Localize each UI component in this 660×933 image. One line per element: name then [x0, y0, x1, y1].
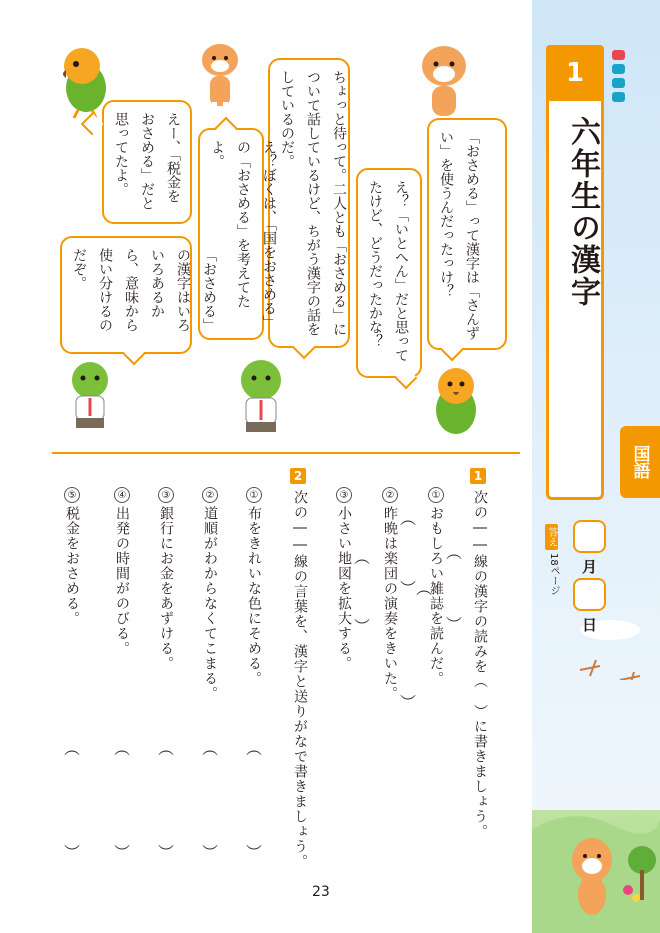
question-item: 昨晩は楽団の演奏をきいた。 — [382, 506, 398, 701]
bubble-text: え？ぼくは、「国をおさめる」の「おさめる」を考えてたよ。 — [209, 140, 277, 329]
bubble-text: 「おさめる」の漢字はいろいろあるから、意味から使い分けるのだぞ。 — [71, 248, 217, 332]
turtle-character-icon — [228, 356, 294, 436]
day-input[interactable] — [573, 578, 606, 611]
answer-paren: ︶︵ — [400, 579, 433, 598]
answer-paren-open: ︵ — [202, 739, 219, 758]
subject-tab: 国語 — [620, 426, 660, 498]
question-number: 2 — [290, 468, 306, 484]
answer-paren-open: ︵ — [64, 739, 81, 758]
speech-bubble — [102, 100, 192, 224]
item-number: ⑤ — [64, 487, 80, 503]
speech-bubble — [356, 168, 422, 378]
item-number: ① — [246, 487, 262, 503]
question-item: 道順がわからなくてこまる。 — [202, 506, 218, 701]
answer-paren-close: ︶ — [114, 843, 131, 862]
answer-paren-close: ︶ — [64, 843, 81, 862]
answer-paren-close: ︶ — [446, 615, 463, 634]
item-number: ④ — [114, 487, 130, 503]
answer-badge: 答え — [545, 524, 558, 550]
answer-paren-open: ︵ — [446, 543, 463, 562]
item-number: ② — [202, 487, 218, 503]
bubble-text: え？「いとへん」だと思ってたけど、どうだったかな？ — [367, 180, 409, 362]
answer-paren-open: ︵ — [400, 509, 417, 528]
bubble-text: 「おさめる」って漢字は「さんずい」を使うんだったっけ？ — [438, 130, 480, 340]
dot-red — [612, 50, 625, 60]
month-label: 月 — [582, 558, 598, 576]
bubble-text: ちょっと待って。二人とも「おさめる」について話しているけど、ちがう漢字の話をしているのだ。 — [279, 70, 347, 336]
question-number: 1 — [470, 468, 486, 484]
day-label: 日 — [582, 616, 598, 634]
progress-dots — [612, 50, 625, 106]
answer-paren-open: ︵ — [158, 739, 175, 758]
item-number: ① — [428, 487, 444, 503]
item-number: ③ — [158, 487, 174, 503]
answer-paren-open: ︵ — [354, 548, 371, 567]
question-item: 小さい地図を拡大する。 — [336, 506, 352, 671]
speech-bubble — [60, 236, 217, 354]
dot-blue — [612, 92, 625, 102]
answer-paren-close: ︶ — [354, 617, 371, 636]
item-number: ③ — [336, 487, 352, 503]
dog-character-icon — [418, 40, 470, 122]
clouds-icon — [560, 610, 650, 680]
meadow-scene-icon — [532, 800, 660, 933]
lesson-number: 1 — [546, 45, 604, 101]
answer-paren-open: ︵ — [114, 739, 131, 758]
dog-character-icon — [198, 42, 242, 116]
question-item: 銀行にお金をあずける。 — [158, 506, 174, 671]
answer-paren-close: ︶ — [400, 693, 417, 712]
question-item: おもしろい雑誌を読んだ。 — [428, 506, 444, 686]
question-instruction: 次の――線の言葉を、漢字と送りがなで書きましょう。 — [292, 490, 308, 869]
answer-paren-close: ︶ — [202, 843, 219, 862]
item-number: ② — [382, 487, 398, 503]
question-item: 出発の時間がのびる。 — [114, 506, 130, 656]
question-instruction: 次の――線の漢字の読みを（ ）に書きましょう。 — [472, 490, 488, 839]
question-item: 税金をおさめる。 — [64, 506, 80, 626]
speech-bubble — [427, 118, 507, 350]
month-input[interactable] — [573, 520, 606, 553]
lesson-title: 六年生の漢字 — [565, 116, 600, 308]
answer-paren-close: ︶ — [158, 843, 175, 862]
answer-page: 18ページ — [548, 553, 559, 596]
turtle-character-icon — [60, 358, 120, 432]
parrot-character-icon — [428, 360, 484, 440]
bubble-text: えー、「税金をおさめる」だと思ってたよ。 — [113, 112, 181, 210]
dot-blue — [612, 78, 625, 88]
answer-paren-open: ︵ — [246, 739, 263, 758]
page-number: 23 — [312, 884, 330, 900]
section-divider — [52, 452, 520, 454]
dot-blue — [612, 64, 625, 74]
question-item: 布をきれいな色にそめる。 — [246, 506, 262, 686]
answer-paren-close: ︶ — [246, 843, 263, 862]
